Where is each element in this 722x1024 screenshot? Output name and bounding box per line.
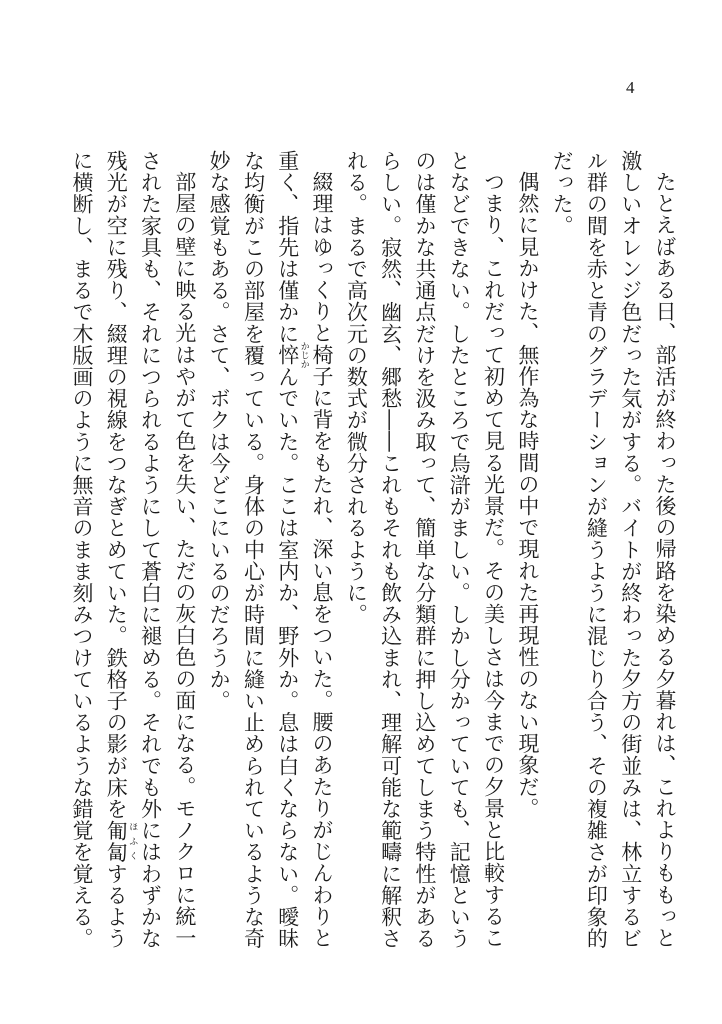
paragraph-4-text-b: んでいた。ここは室内か、野外か。息は白くならない。曖昧な均衡がこの部屋を覆っている。身体の中心が時間に縫い止められているような奇妙な感覚もある。さて、ボクは今どこにいるのだろうか。 <box>207 150 300 950</box>
ruby-hofuku-base: 匍匐 <box>104 819 129 863</box>
paragraph-3-text: つまり、これだって初めて見る光景だ。その美しさは今までの夕景と比較することなどできない。したところで烏滸がましい。しかし分かっていても、記憶というのは僅かな共通点だけを汲み取って、簡単な分類群に押し込めてしまう特性があるらしい。寂然、幽玄、郷愁――これもそれも飲み込まれ、理解可能な範疇に解釈される。まるで高次元の数式が微分されるように。 <box>344 150 506 950</box>
paragraph-5-text-b: するように横断し、まるで木版画のように無音のまま刻みつけているような錯覚を覚える。 <box>69 150 129 950</box>
ruby-hofuku-reading: ほふく <box>127 819 138 863</box>
paragraph-4-text-a: 綴理はゆっくりと椅子に背をもたれ、深い息をついた。腰のあたりがじんわりと重く、指先は僅かに <box>275 150 335 949</box>
paragraph-2 <box>511 150 545 970</box>
ruby-kajika-base: 悴 <box>275 341 300 369</box>
paragraph-4 <box>202 150 339 970</box>
paragraph-5 <box>65 150 202 970</box>
paragraph-3 <box>339 150 510 970</box>
body-text <box>42 150 682 970</box>
paragraph-1-text: たとえばある日、部活が終わった後の帰路を染める夕暮れは、これよりももっと激しいオレンジ色だった気がする。バイトが終わった夕方の街並みは、林立するビル群の間を赤と青のグラデーションが縫うように混じり合う、その複雑さが印象的だった。 <box>550 150 677 950</box>
ruby-kajika-reading: かじか <box>298 341 309 369</box>
ruby-hofuku <box>104 819 138 863</box>
paragraph-2-text: 偶然に見かけた、無作為な時間の中で現れた再現性のない現象だ。 <box>515 171 540 819</box>
paragraph-1 <box>545 150 682 970</box>
paragraph-5-text-a: 部屋の壁に映る光はやがて色を失い、ただの灰白色の面になる。モノクロに統一された家具も、それにつられるようにして蒼白に褪める。それでも外にはわずかな残光が空に残り、綴理の視線をつなぎとめていた。鉄格子の影が床を <box>104 150 197 950</box>
ruby-kajika <box>275 341 309 369</box>
page-number: 4 <box>626 78 635 97</box>
